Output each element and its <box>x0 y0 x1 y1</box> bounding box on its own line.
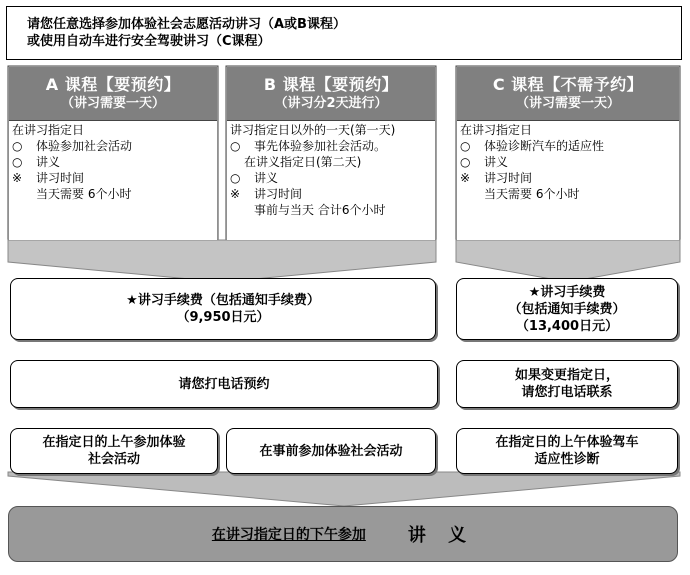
detail-line: ○ 体验参加社会活动 <box>12 139 133 153</box>
course-b-header <box>227 67 435 120</box>
activity-c-line-1: 在指定日的上午体验驾车 <box>495 435 639 450</box>
fee-ab-line-2: （9,950日元） <box>176 310 270 325</box>
detail-line: ※ 讲习时间 <box>460 171 533 185</box>
course-a-header <box>9 67 217 120</box>
fee-box-c <box>456 278 678 340</box>
detail-line: ○ 讲义 <box>460 155 509 169</box>
detail-line: 当天需要 6个小时 <box>36 187 132 201</box>
fee-box-ab <box>10 278 436 340</box>
intro-line-1: 请您任意选择参加体验社会志愿活动讲习（A或B课程） <box>27 17 346 32</box>
fee-c-line-1: ★讲习手续费 <box>528 284 606 300</box>
fee-c-line-3: （13,400日元） <box>515 318 619 334</box>
detail-line: 事前与当天 合计6个小时 <box>254 203 386 217</box>
detail-line: 当天需要 6个小时 <box>484 187 580 201</box>
detail-line: ※ 讲习时间 <box>12 171 85 185</box>
detail-line: 在讲习指定日 <box>12 123 85 137</box>
course-b-detail <box>227 120 435 240</box>
course-c-detail <box>457 120 679 240</box>
course-b-title: B 课程【要预约】 <box>263 75 399 94</box>
course-a-title: A 课程【要预约】 <box>45 75 181 94</box>
phone-c-line-2: 请您打电话联系 <box>521 385 613 400</box>
detail-line: 在讲习指定日 <box>460 123 533 137</box>
detail-line: ○ 讲义 <box>230 171 279 185</box>
activity-b-text: 在事前参加体验社会活动 <box>259 443 403 459</box>
final-title: 讲 义 <box>407 525 475 546</box>
activity-box-c <box>456 428 678 474</box>
phone-c-line-1: 如果变更指定日， <box>514 368 619 383</box>
phone-box-c <box>456 360 678 408</box>
course-c-subtitle: （讲习需要一天） <box>515 96 620 111</box>
activity-box-b <box>226 428 436 474</box>
detail-line: 讲习指定日以外的一天(第一天) <box>230 123 396 137</box>
intro-line-2: 或使用自动车进行安全驾驶讲习（C课程） <box>27 34 271 49</box>
phone-box-ab <box>10 360 438 408</box>
ab-funnel-shape <box>8 240 436 282</box>
final-label: 在讲习指定日的下午参加 <box>211 527 366 543</box>
detail-line: 在讲义指定日(第二天) <box>244 155 362 169</box>
activity-a-line-1: 在指定日的上午参加体验 <box>42 435 186 450</box>
intro-box <box>6 6 682 60</box>
activity-c-line-2: 适应性诊断 <box>534 452 600 467</box>
activity-box-a <box>10 428 218 474</box>
activity-a-line-2: 社会活动 <box>87 452 140 467</box>
course-c-title: C 课程【不需予约】 <box>492 75 644 94</box>
detail-line: ※ 讲习时间 <box>230 187 303 201</box>
fee-ab-line-1: ★讲习手续费（包括通知手续费） <box>126 293 320 308</box>
bottom-funnel-shape <box>8 472 680 506</box>
fee-c-line-2: （包括通知手续费） <box>508 301 626 317</box>
course-a-subtitle: （讲习需要一天） <box>60 96 165 111</box>
detail-line: ○ 讲义 <box>12 155 61 169</box>
course-c-header <box>457 67 679 120</box>
course-a-detail <box>9 120 217 240</box>
phone-ab-text: 请您打电话预约 <box>178 376 270 392</box>
detail-line: ○ 事先体验参加社会活动。 <box>230 139 387 153</box>
final-lecture-box <box>8 506 678 562</box>
c-arrow-shape <box>456 240 680 282</box>
course-b-subtitle: （讲习分2天进行） <box>274 96 388 111</box>
detail-line: ○ 体验诊断汽车的适应性 <box>460 139 605 153</box>
